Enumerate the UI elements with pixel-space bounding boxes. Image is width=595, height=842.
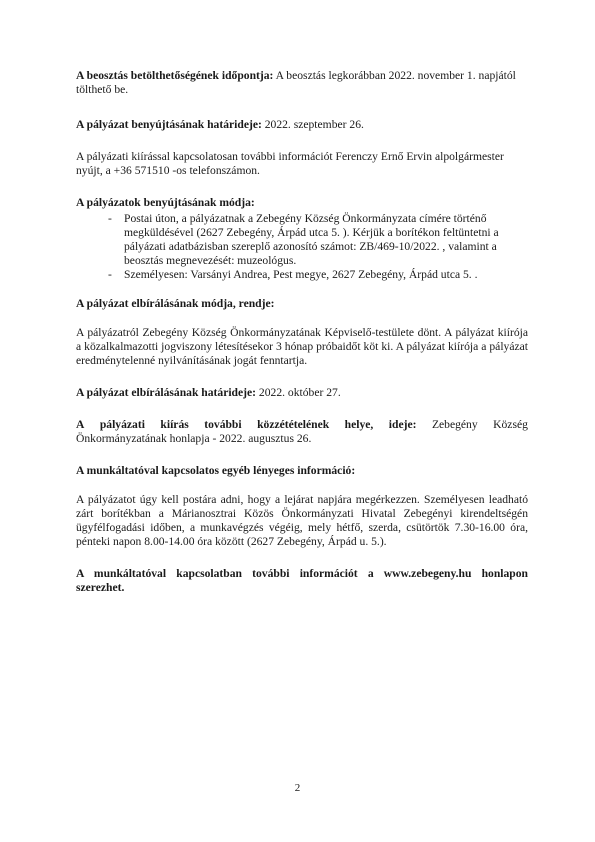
publication-text: Önkormányzatának honlapja - 2022. augusztus 26. [76, 432, 312, 445]
document-body [76, 69, 528, 595]
list-marker: - [108, 268, 112, 281]
publication-word: Zebegény [431, 418, 478, 431]
deadline-text: 2022. szeptember 26. [261, 118, 364, 131]
submission-list [76, 212, 528, 282]
evaluation-paragraph: A pályázatról Zebegény Község Önkormányzatának Képviselő-testülete dönt. A pályázat kiírója a közalkalmazotti jogviszony létesítésekor 3 hónap próbaidőt köt ki. A pályázat kiírója a pályázat eredménytelenné nyilvánításának jogát fenntartja. [76, 326, 528, 367]
evaluation-heading [76, 297, 528, 311]
availability-paragraph [76, 69, 528, 97]
evaluation-deadline-paragraph [76, 386, 528, 400]
publication-word: pályázati [99, 418, 145, 431]
list-item [108, 268, 528, 282]
publication-paragraph [76, 418, 528, 446]
publication-word: ideje: [388, 418, 417, 431]
submission-heading-text: A pályázatok benyújtásának módja: [76, 196, 255, 209]
publication-word: A [76, 418, 85, 431]
evaluation-deadline-text: 2022. október 27. [256, 386, 341, 399]
list-item [108, 212, 528, 268]
employer-info-heading [76, 464, 528, 478]
deadline-heading: A pályázat benyújtásának határideje: [76, 118, 262, 131]
closing-paragraph [76, 567, 528, 595]
info-paragraph: A pályázati kiírással kapcsolatosan további információt Ferenczy Ernő Ervin alpolgármester nyújt, a +36 571510 -os telefonszámon. [76, 150, 504, 177]
publication-word: helye, [344, 418, 374, 431]
submission-heading [76, 196, 528, 210]
publication-word: közzétételének [257, 418, 330, 431]
submission-item-postal: Postai úton, a pályázatnak a Zebegény Község Önkormányzata címére történő megküldésével (2627 Zebegény, Árpád utca 5. ). Kérjük a borítékon feltüntetni a pályázati adatbázisban szereplő azonosító számot: ZB/469-10/2022. , valamint a beosztás megnevezését: muzeológus. [124, 212, 499, 267]
submission-item-personal: Személyesen: Varsányi Andrea, Pest megye, 2627 Zebegény, Árpád utca 5. . [124, 268, 478, 281]
publication-word: további [204, 418, 242, 431]
publication-word: kiírás [160, 418, 189, 431]
availability-text: A beosztás legkorábban 2022. november 1. napjától tölthető be. [76, 69, 516, 96]
employer-info-paragraph: A pályázatot úgy kell postára adni, hogy a lejárat napjára megérkezzen. Személyesen leadható zárt borítékban a Márianosztrai Közös Önkormányzati Hivatal Zebegényi kirendeltségén ügyfélfogadási időben, a munkavégzés végéig, mely hétfő, szerda, csütörtök 7.30-16.00 óra, pénteki napon 8.00-14.00 óra között (2627 Zebegény, Árpád u. 5.). [76, 493, 528, 548]
availability-heading: A beosztás betölthetőségének időpontja: [76, 69, 274, 82]
evaluation-deadline-heading: A pályázat elbírálásának határideje: [76, 386, 257, 399]
employer-info-heading-text: A munkáltatóval kapcsolatos egyéb lényeges információ: [76, 464, 356, 477]
deadline-paragraph [76, 118, 528, 132]
publication-word: Község [493, 418, 528, 431]
page-number: 2 [294, 782, 301, 794]
closing-text: A munkáltatóval kapcsolatban további információt a www.zebegeny.hu honlapon szerezhet. [76, 567, 528, 594]
evaluation-heading-text: A pályázat elbírálásának módja, rendje: [76, 297, 275, 310]
list-marker: - [108, 212, 112, 225]
publication-first-line [76, 418, 528, 432]
